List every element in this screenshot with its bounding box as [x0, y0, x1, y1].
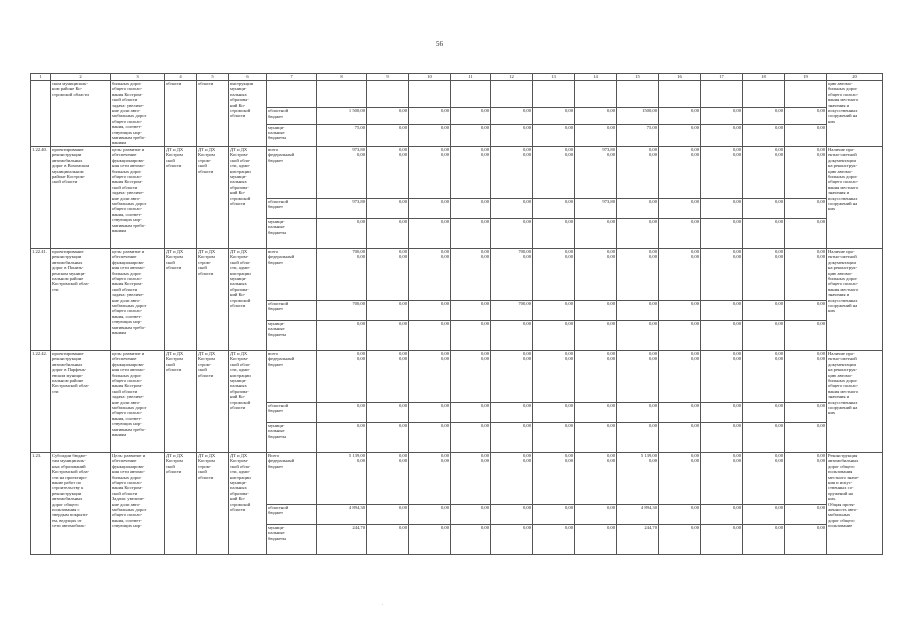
funding-source: Всего федеральный бюджет: [267, 452, 317, 504]
amount-cell: 75,00: [617, 124, 659, 146]
amount-cell: 0,00: [451, 218, 491, 248]
amount-cell: 0,00: [451, 124, 491, 146]
item-goal: цель: развитие и обеспечение функционирова- ния сети автомо- бильных дорог общего пользо- вания Костром- ской области задача: увеличе- ние доли авто- мобильных дорог общего пользо- вания, соответ- ствующих нор- мативным требо- ваниям: [111, 146, 165, 248]
funding-source: муници- пальные бюджеты: [267, 218, 317, 248]
amount-cell: 973,80 0,00: [575, 146, 617, 198]
amount-cell: 0,00: [575, 108, 617, 124]
coexecutor: ДТ и ДХ Костром стром- ской области: [197, 146, 229, 248]
amount-cell: 0,00 0,00: [701, 146, 743, 198]
amount-cell: 0,00: [491, 218, 533, 248]
amount-cell: 0,00: [409, 524, 451, 554]
funding-source: областной бюджет: [267, 300, 317, 320]
amount-cell: 0,00: [451, 320, 491, 350]
amount-cell: 0,00: [451, 108, 491, 124]
funding-source: всего федеральный бюджет: [267, 248, 317, 300]
amount-cell: 0,00: [451, 524, 491, 554]
amount-cell: 0,00: [575, 300, 617, 320]
amount-cell: 0,00 0,00: [533, 452, 575, 504]
executor: ДТ и ДХ Костром ской области: [165, 350, 197, 452]
column-number: 18: [743, 74, 785, 81]
scan-mark: .: [382, 602, 384, 607]
amount-cell: 0,00: [317, 218, 367, 248]
amount-cell: 0,00: [617, 402, 659, 422]
amount-cell: 0,00: [785, 218, 827, 248]
amount-cell: [451, 81, 491, 108]
item-goal: цель: развитие и обеспечение функционирова- ния сети автомо- бильных дорог общего пользо- вания Костром- ской области задача: увеличе- ние доли авто- мобильных дорог общего пользо- вания, соответ- ствующих нор- мативным требо- ваниям: [111, 350, 165, 452]
amount-cell: 0,00: [491, 198, 533, 218]
amount-cell: 0,00: [785, 198, 827, 218]
amount-cell: 0,00: [617, 300, 659, 320]
amount-cell: 0,00 0,00: [575, 452, 617, 504]
amount-cell: 0,00: [743, 524, 785, 554]
amount-cell: 0,00: [367, 198, 409, 218]
amount-cell: 0,00 0,00: [367, 248, 409, 300]
amount-cell: [409, 81, 451, 108]
amount-cell: 0,00: [409, 402, 451, 422]
amount-cell: 0,00: [317, 320, 367, 350]
column-number: 6: [229, 74, 267, 81]
amount-cell: 0,00: [367, 402, 409, 422]
column-number: 4: [165, 74, 197, 81]
amount-cell: 0,00: [533, 218, 575, 248]
amount-cell: 0,00: [701, 320, 743, 350]
column-number: 2: [51, 74, 111, 81]
amount-cell: 0,00: [451, 402, 491, 422]
amount-cell: 0,00: [785, 402, 827, 422]
column-number: 17: [701, 74, 743, 81]
amount-cell: 700,00 0,00: [317, 248, 367, 300]
amount-cell: 0,00: [451, 198, 491, 218]
amount-cell: 0,00: [409, 422, 451, 452]
amount-cell: 0,00: [451, 300, 491, 320]
amount-cell: 0,00: [743, 300, 785, 320]
amount-cell: 0,00: [785, 422, 827, 452]
item-number: 1.23.: [31, 452, 51, 554]
funding-source: всего федеральный бюджет: [267, 350, 317, 402]
expected-result: Наличие про- ектно-сметной документации на реконструк- цию автомо- бильных дорог общего пользо- вания местного значения и искусственных сооружений на них: [827, 146, 883, 248]
expected-result: цию автомо- бильных дорог общего пользо- вания местного значения и искусственных сооружений на них: [827, 81, 883, 147]
amount-cell: 0,00 0,00: [659, 350, 701, 402]
amount-cell: 0,00 0,00: [617, 146, 659, 198]
amount-cell: 0,00: [617, 198, 659, 218]
item-name: Субсидии бюдже- там муниципаль- ных образований Костромской обла- сти на проектиро- вание работ по строительству к реконструкции автомобильных дорог общего пользования с твердым покрыти- ем, ведущих от сети автомобиль-: [51, 452, 111, 554]
amount-cell: 0,00: [575, 218, 617, 248]
amount-cell: 0,00: [533, 198, 575, 218]
amount-cell: 0,00: [367, 524, 409, 554]
amount-cell: 0,00: [575, 320, 617, 350]
executor: ДТ и ДХ Костром ской области: [165, 248, 197, 350]
amount-cell: 0,00: [575, 422, 617, 452]
amount-cell: 0,00: [743, 108, 785, 124]
table-row: [31, 248, 883, 300]
amount-cell: 0,00: [701, 108, 743, 124]
amount-cell: 0,00 0,00: [533, 146, 575, 198]
amount-cell: 4 894,30: [617, 504, 659, 524]
item-number: [31, 81, 51, 147]
column-number: 3: [111, 74, 165, 81]
amount-cell: 0,00: [659, 218, 701, 248]
amount-cell: 0,00 0,00: [317, 350, 367, 402]
funding-source: областной бюджет: [267, 402, 317, 422]
amount-cell: 0,00 0,00: [701, 350, 743, 402]
amount-cell: 0,00: [743, 320, 785, 350]
amount-cell: 0,00: [659, 504, 701, 524]
funding-source: муници- пальные бюджеты: [267, 320, 317, 350]
coexecutor: области: [197, 81, 229, 147]
funding-source: всего федеральный бюджет: [267, 146, 317, 198]
amount-cell: 0,00: [491, 402, 533, 422]
amount-cell: 0,00: [409, 108, 451, 124]
column-number: 5: [197, 74, 229, 81]
coexecutor: ДТ и ДХ Костром стром- ской области: [197, 248, 229, 350]
amount-cell: 5 139,00 0,00: [617, 452, 659, 504]
amount-cell: 973,80: [575, 198, 617, 218]
amount-cell: 0,00 0,00: [575, 350, 617, 402]
amount-cell: 0,00 0,00: [491, 350, 533, 402]
amount-cell: 0,00: [659, 124, 701, 146]
amount-cell: 0,00: [785, 108, 827, 124]
amount-cell: 0,00 0,00: [701, 248, 743, 300]
budget-table: [30, 73, 883, 555]
executor: области: [165, 81, 197, 147]
column-number: 15: [617, 74, 659, 81]
table-row: [31, 146, 883, 198]
table-row: [31, 350, 883, 402]
amount-cell: 0,00 0,00: [785, 146, 827, 198]
amount-cell: 0,00: [491, 504, 533, 524]
amount-cell: 0,00: [743, 504, 785, 524]
amount-cell: 0,00: [701, 124, 743, 146]
amount-cell: 0,00 0,00: [533, 350, 575, 402]
amount-cell: 0,00 0,00: [743, 146, 785, 198]
amount-cell: 0,00: [785, 320, 827, 350]
amount-cell: 0,00 0,00: [785, 350, 827, 402]
amount-cell: 0,00: [785, 300, 827, 320]
table-row: [31, 81, 883, 108]
amount-cell: 0,00: [617, 422, 659, 452]
coexecutor: ДТ и ДХ Костром стром- ской области: [197, 350, 229, 452]
column-number: 20: [827, 74, 883, 81]
amount-cell: 0,00: [743, 218, 785, 248]
amount-cell: 0,00 0,00: [743, 248, 785, 300]
amount-cell: 0,00 0,00: [701, 452, 743, 504]
column-number: 8: [317, 74, 367, 81]
item-goal: бильных дорог общего пользо- вания Костром- ской области задача: увеличе- ние доли авто- мобильных дорог общего пользо- вания, соответ- ствующих нор- мативным требо- ваниям: [111, 81, 165, 147]
amount-cell: 700,00: [491, 300, 533, 320]
amount-cell: 0,00: [409, 124, 451, 146]
item-number: 1.22.41.: [31, 248, 51, 350]
amount-cell: 0,00: [701, 198, 743, 218]
amount-cell: [785, 81, 827, 108]
amount-cell: 0,00: [367, 124, 409, 146]
participants: инструкции муници- пальных образова- ний Ко- стромской области: [229, 81, 267, 147]
amount-cell: [367, 81, 409, 108]
amount-cell: 0,00: [533, 524, 575, 554]
amount-cell: [659, 81, 701, 108]
amount-cell: 0,00 0,00: [785, 248, 827, 300]
amount-cell: 244,70: [317, 524, 367, 554]
funding-source: [267, 81, 317, 108]
amount-cell: 0,00: [659, 300, 701, 320]
amount-cell: 0,00 0,00: [491, 452, 533, 504]
item-number: 1.22.42.: [31, 350, 51, 452]
amount-cell: 0,00: [367, 504, 409, 524]
amount-cell: 0,00: [409, 198, 451, 218]
amount-cell: 0,00: [367, 300, 409, 320]
amount-cell: 0,00: [743, 402, 785, 422]
amount-cell: 0,00: [409, 320, 451, 350]
column-number: 19: [785, 74, 827, 81]
amount-cell: 0,00: [491, 124, 533, 146]
amount-cell: 244,70: [617, 524, 659, 554]
amount-cell: 0,00: [491, 524, 533, 554]
column-number: 10: [409, 74, 451, 81]
amount-cell: 0,00: [451, 504, 491, 524]
amount-cell: 0,00: [533, 108, 575, 124]
amount-cell: 0,00: [533, 504, 575, 524]
amount-cell: 4 894,30: [317, 504, 367, 524]
amount-cell: 0,00: [491, 108, 533, 124]
amount-cell: 0,00: [743, 198, 785, 218]
amount-cell: 0,00 0,00: [451, 248, 491, 300]
amount-cell: 0,00 0,00: [451, 146, 491, 198]
amount-cell: 0,00: [701, 402, 743, 422]
amount-cell: 0,00: [367, 320, 409, 350]
amount-cell: 0,00 0,00: [659, 452, 701, 504]
participants: ДТ и ДХ Костром- ской обла- сти, адми- нистрации муници- пальных образова- ний Ко- стромской области: [229, 452, 267, 554]
column-number: 12: [491, 74, 533, 81]
amount-cell: 0,00 0,00: [367, 146, 409, 198]
amount-cell: 0,00: [317, 402, 367, 422]
item-goal: цель: развитие и обеспечение функционирова- ния сети автомо- бильных дорог общего пользо- вания Костром- ской области задача: увеличе- ние доли авто- мобильных дорог общего пользо- вания, соответ- ствующих нор- мативным требо- ваниям: [111, 248, 165, 350]
amount-cell: 0,00: [659, 198, 701, 218]
amount-cell: 0,00 0,00: [367, 452, 409, 504]
amount-cell: 0,00: [659, 108, 701, 124]
amount-cell: 0,00: [409, 300, 451, 320]
column-number: 1: [31, 74, 51, 81]
amount-cell: [491, 81, 533, 108]
amount-cell: 0,00: [533, 124, 575, 146]
item-number: 1.22.40.: [31, 146, 51, 248]
amount-cell: 0,00 0,00: [409, 248, 451, 300]
amount-cell: 0,00: [575, 402, 617, 422]
amount-cell: 0,00 0,00: [491, 146, 533, 198]
amount-cell: 0,00 0,00: [533, 248, 575, 300]
amount-cell: 0,00: [575, 124, 617, 146]
amount-cell: 0,00: [659, 422, 701, 452]
participants: ДТ и ДХ Костром- ской обла- сти, адми- нистрации муници- пальных образова- ний Ко- стромской области: [229, 350, 267, 452]
table-row: [31, 452, 883, 504]
amount-cell: 0,00: [409, 218, 451, 248]
amount-cell: 0,00: [659, 524, 701, 554]
executor: ДТ и ДХ Костром ской области: [165, 146, 197, 248]
expected-result: Наличие про- ектно-сметной документации на реконструк- цию автомо- бильных дорог общего пользо- вания местного значения и искусственных сооружений на них: [827, 248, 883, 350]
funding-source: областной бюджет: [267, 198, 317, 218]
amount-cell: 0,00: [409, 504, 451, 524]
amount-cell: 75,00: [317, 124, 367, 146]
amount-cell: 0,00 0,00: [451, 452, 491, 504]
amount-cell: 973,80: [317, 198, 367, 218]
funding-source: муници- пальные бюджеты: [267, 124, 317, 146]
amount-cell: 0,00 0,00: [659, 146, 701, 198]
coexecutor: ДТ и ДХ Костром стром- ской области: [197, 452, 229, 554]
amount-cell: 0,00: [451, 422, 491, 452]
amount-cell: 0,00: [701, 422, 743, 452]
page-number: 56: [436, 40, 443, 48]
amount-cell: [743, 81, 785, 108]
amount-cell: 1 500,00: [317, 108, 367, 124]
amount-cell: 0,00: [575, 504, 617, 524]
amount-cell: 0,00 0,00: [367, 350, 409, 402]
amount-cell: 0,00: [367, 218, 409, 248]
amount-cell: 700,00: [317, 300, 367, 320]
expected-result: Наличие про- ектно-сметной документации на реконструк- цию автомо- бильных дорог общего пользо- вания местного значения и искусственных сооружений на них: [827, 350, 883, 452]
amount-cell: 0,00: [659, 402, 701, 422]
amount-cell: 0,00: [491, 422, 533, 452]
amount-cell: 0,00: [785, 504, 827, 524]
column-number: 16: [659, 74, 701, 81]
amount-cell: 0,00: [533, 300, 575, 320]
amount-cell: 0,00: [533, 320, 575, 350]
participants: ДТ и ДХ Костром- ской обла- сти, адми- нистрации муници- пальных образова- ний Ко- стромской области: [229, 248, 267, 350]
column-number: 9: [367, 74, 409, 81]
amount-cell: 0,00: [367, 108, 409, 124]
amount-cell: 0,00 0,00: [409, 452, 451, 504]
amount-cell: 0,00: [701, 300, 743, 320]
amount-cell: 0,00: [701, 524, 743, 554]
amount-cell: 700,00 0,00: [491, 248, 533, 300]
amount-cell: 0,00: [367, 422, 409, 452]
amount-cell: 0,00 0,00: [451, 350, 491, 402]
item-name: проектирование реконструкции автомобильных дорог в Парфень- евском муници- пальном районе Костромской обла- сти: [51, 350, 111, 452]
executor: ДТ и ДХ Костром ской области: [165, 452, 197, 554]
expected-result: Реконструкция автомобильных дорог общего пользования местного значе- ния и искус- ственных со- оружений на них. Общая протя- женность авто- мобильных дорог общего пользование: [827, 452, 883, 554]
funding-source: муници- пальные бюджеты: [267, 422, 317, 452]
column-number: 11: [451, 74, 491, 81]
amount-cell: 0,00: [533, 402, 575, 422]
amount-cell: 0,00: [575, 524, 617, 554]
amount-cell: 0,00: [617, 218, 659, 248]
amount-cell: 0,00: [701, 504, 743, 524]
amount-cell: 973,80 0,00: [317, 146, 367, 198]
header-row: [31, 74, 883, 81]
participants: ДТ и ДХ Костром- ской обла- сти, адми- нистрации муници- пальных образова- ний Ко- стромской области: [229, 146, 267, 248]
column-number: 7: [267, 74, 317, 81]
amount-cell: 0,00 0,00: [743, 452, 785, 504]
amount-cell: 0,00: [743, 124, 785, 146]
amount-cell: 0,00 0,00: [617, 248, 659, 300]
amount-cell: 5 139,00 0,00: [317, 452, 367, 504]
column-number: 13: [533, 74, 575, 81]
item-name: проектирование реконструкции автомобильных дорог в Понизь- ренском муници- пальном районе Костромской обла- сти: [51, 248, 111, 350]
item-name: ском муниципаль- ном районе Ко- стромской области: [51, 81, 111, 147]
amount-cell: 0,00 0,00: [409, 350, 451, 402]
funding-source: областной бюджет: [267, 504, 317, 524]
amount-cell: 0,00: [317, 422, 367, 452]
amount-cell: 0,00: [491, 320, 533, 350]
amount-cell: 0,00: [617, 320, 659, 350]
amount-cell: 0,00: [785, 524, 827, 554]
amount-cell: 0,00 0,00: [617, 350, 659, 402]
amount-cell: 1500,00: [617, 108, 659, 124]
amount-cell: 0,00: [701, 218, 743, 248]
amount-cell: 0,00 0,00: [659, 248, 701, 300]
amount-cell: [701, 81, 743, 108]
amount-cell: 0,00: [533, 422, 575, 452]
amount-cell: 0,00 0,00: [409, 146, 451, 198]
amount-cell: 0,00: [785, 124, 827, 146]
amount-cell: 0,00: [659, 320, 701, 350]
amount-cell: 0,00: [743, 422, 785, 452]
amount-cell: 0,00 0,00: [575, 248, 617, 300]
amount-cell: [317, 81, 367, 108]
item-name: проектирование реконструкции автомобильных дорог в Вохомском муниципальном районе Костром- ской области: [51, 146, 111, 248]
amount-cell: 0,00 0,00: [743, 350, 785, 402]
funding-source: муници- пальные бюджеты: [267, 524, 317, 554]
funding-source: областной бюджет: [267, 108, 317, 124]
amount-cell: [533, 81, 575, 108]
amount-cell: [617, 81, 659, 108]
amount-cell: [575, 81, 617, 108]
column-number: 14: [575, 74, 617, 81]
amount-cell: 0,00 0,00: [785, 452, 827, 504]
item-goal: Цель: развитие и обеспечение функционирова- ния сети автомо- бильных дорог общего пользо- вания Костром- ской области Задача: увеличе- ние доли авто- мобильных дорог общего пользо- вания, соответ- ствующих нор-: [111, 452, 165, 554]
